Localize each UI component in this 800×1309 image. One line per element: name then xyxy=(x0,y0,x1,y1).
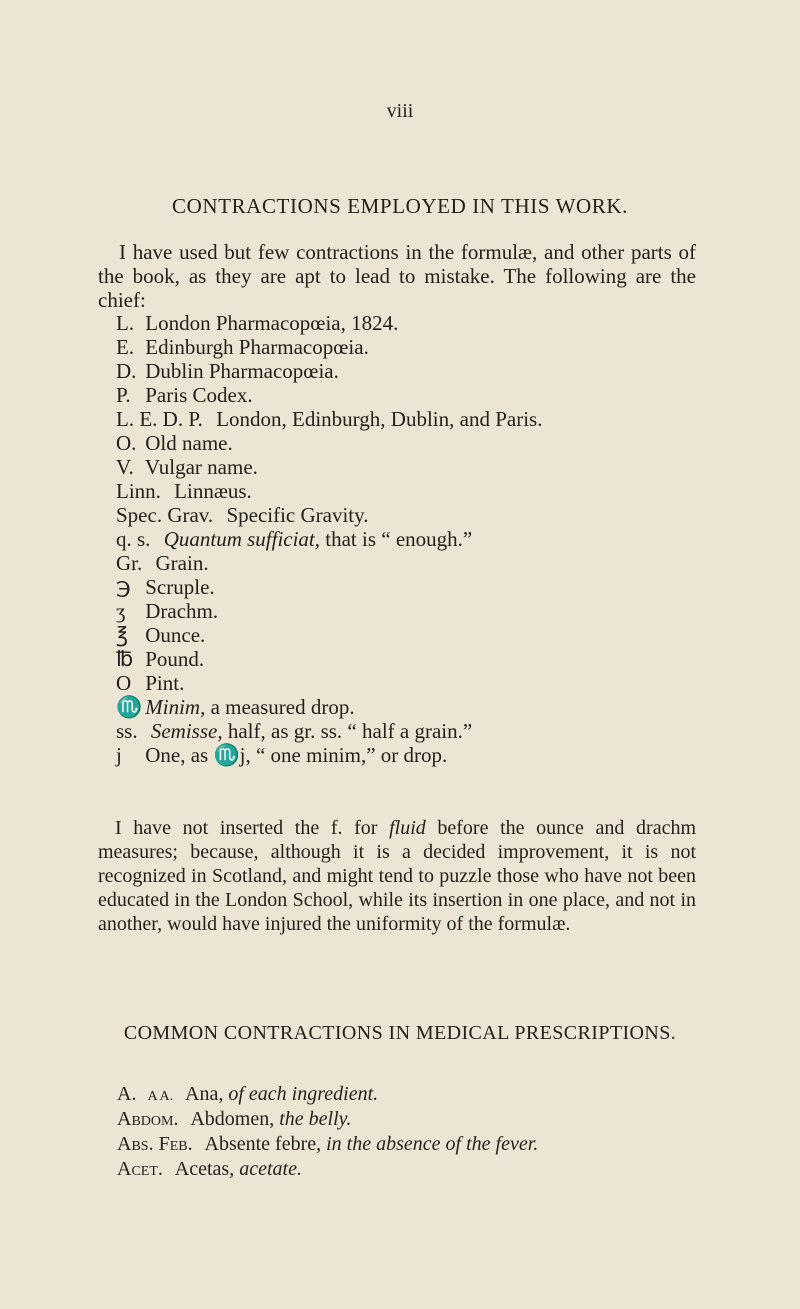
intro-text: I have used but few contractions in the formulæ, and other parts of the book, as they are apt to lead to mistake. The following are the chief: xyxy=(98,240,696,312)
meaning-latin: Minim, xyxy=(145,695,206,719)
abbreviation-alt: A A. xyxy=(147,1089,174,1104)
page-number: viii xyxy=(386,100,414,122)
meaning: that is “ enough.” xyxy=(325,527,473,551)
list-item xyxy=(117,1157,538,1182)
meaning: Pound. xyxy=(145,647,205,671)
list-item xyxy=(116,575,542,599)
list-item xyxy=(117,1107,538,1132)
abbreviation: ss. xyxy=(116,719,138,743)
pound-symbol: ℔ xyxy=(116,647,134,671)
note-text-start: I have not inserted the f. for xyxy=(115,817,390,839)
translation: acetate. xyxy=(239,1158,302,1180)
prescription-contractions-list xyxy=(117,1082,538,1182)
list-item xyxy=(116,503,542,527)
abbreviation: V. xyxy=(116,455,134,479)
abbreviation: Linn. xyxy=(116,479,161,503)
intro-paragraph xyxy=(98,240,696,312)
list-item xyxy=(116,527,542,551)
meaning: Grain. xyxy=(155,551,209,575)
meaning: Old name. xyxy=(145,431,233,455)
list-item xyxy=(116,719,542,743)
list-item xyxy=(116,383,542,407)
abbreviation: L. xyxy=(116,311,135,335)
abbreviation: Abdom. xyxy=(117,1108,179,1130)
meaning: Pint. xyxy=(145,671,185,695)
list-item xyxy=(116,671,542,695)
latin-term: Ana, xyxy=(185,1083,224,1105)
meaning: London Pharmacopœia, 1824. xyxy=(145,311,399,335)
list-item xyxy=(116,623,542,647)
abbreviation: Spec. Grav. xyxy=(116,503,214,527)
ounce-symbol: ℥ xyxy=(116,623,129,647)
list-item xyxy=(116,407,542,431)
note-text-end: before the ounce and drachm measures; because, although it is a decided improvement, it is not recognized in Scotland, and might tend to puzzle those who have not been educated in the London School, while its insertion in one place, and not in another, would have injured the uniformity of the formulæ. xyxy=(98,817,697,935)
translation: in the absence of the fever. xyxy=(326,1133,539,1155)
latin-term: Acetas, xyxy=(174,1158,235,1180)
section-heading-prescriptions: COMMON CONTRACTIONS IN MEDICAL PRESCRIPTIONS. xyxy=(123,1022,677,1044)
abbreviation: Acet. xyxy=(117,1158,163,1180)
abbreviation: O. xyxy=(116,431,137,455)
abbreviation: q. s. xyxy=(116,527,151,551)
translation: of each ingredient. xyxy=(228,1083,379,1105)
list-item xyxy=(116,431,542,455)
latin-term: Abdomen, xyxy=(190,1108,275,1130)
meaning: a measured drop. xyxy=(210,695,355,719)
abbreviation: j xyxy=(116,743,122,767)
meaning-latin: Semisse, xyxy=(150,719,223,743)
abbreviation: E. xyxy=(116,335,135,359)
list-item xyxy=(116,647,542,671)
meaning: Scruple. xyxy=(145,575,215,599)
list-item xyxy=(116,551,542,575)
translation: the belly. xyxy=(279,1108,352,1130)
list-item xyxy=(116,311,542,335)
scruple-symbol: ℈ xyxy=(116,575,131,599)
latin-term: Absente febre, xyxy=(204,1133,322,1155)
abbreviation: P. xyxy=(116,383,131,407)
meaning: half, as gr. ss. “ half a grain.” xyxy=(227,719,473,743)
list-item xyxy=(116,599,542,623)
list-item xyxy=(116,743,542,767)
meaning: Linnæus. xyxy=(174,479,252,503)
meaning: One, as ♏j, “ one minim,” or drop. xyxy=(145,743,448,767)
meaning: Drachm. xyxy=(145,599,219,623)
minim-symbol: ♏ xyxy=(116,695,143,719)
list-item xyxy=(116,479,542,503)
abbreviation: A. xyxy=(117,1083,137,1105)
meaning: Dublin Pharmacopœia. xyxy=(145,359,339,383)
contractions-list xyxy=(116,311,542,767)
meaning: London, Edinburgh, Dublin, and Paris. xyxy=(216,407,543,431)
list-item xyxy=(116,455,542,479)
list-item xyxy=(116,359,542,383)
pint-symbol: O xyxy=(116,671,132,695)
meaning: Paris Codex. xyxy=(145,383,253,407)
abbreviation: Gr. xyxy=(116,551,143,575)
list-item xyxy=(116,695,542,719)
meaning-latin: Quantum sufficiat, xyxy=(163,527,321,551)
meaning: Ounce. xyxy=(145,623,206,647)
meaning: Edinburgh Pharmacopœia. xyxy=(145,335,369,359)
list-item xyxy=(116,335,542,359)
section-heading-contractions: CONTRACTIONS EMPLOYED IN THIS WORK. xyxy=(172,194,628,218)
note-italic-word: fluid xyxy=(389,817,426,839)
list-item xyxy=(117,1082,538,1107)
drachm-symbol: ʒ xyxy=(116,599,126,623)
note-paragraph xyxy=(98,816,696,936)
meaning: Vulgar name. xyxy=(144,455,258,479)
meaning: Specific Gravity. xyxy=(226,503,369,527)
list-item xyxy=(117,1132,538,1157)
abbreviation: L. E. D. P. xyxy=(116,407,203,431)
note-text xyxy=(98,816,696,936)
abbreviation: D. xyxy=(116,359,137,383)
abbreviation: Abs. Feb. xyxy=(117,1133,193,1155)
